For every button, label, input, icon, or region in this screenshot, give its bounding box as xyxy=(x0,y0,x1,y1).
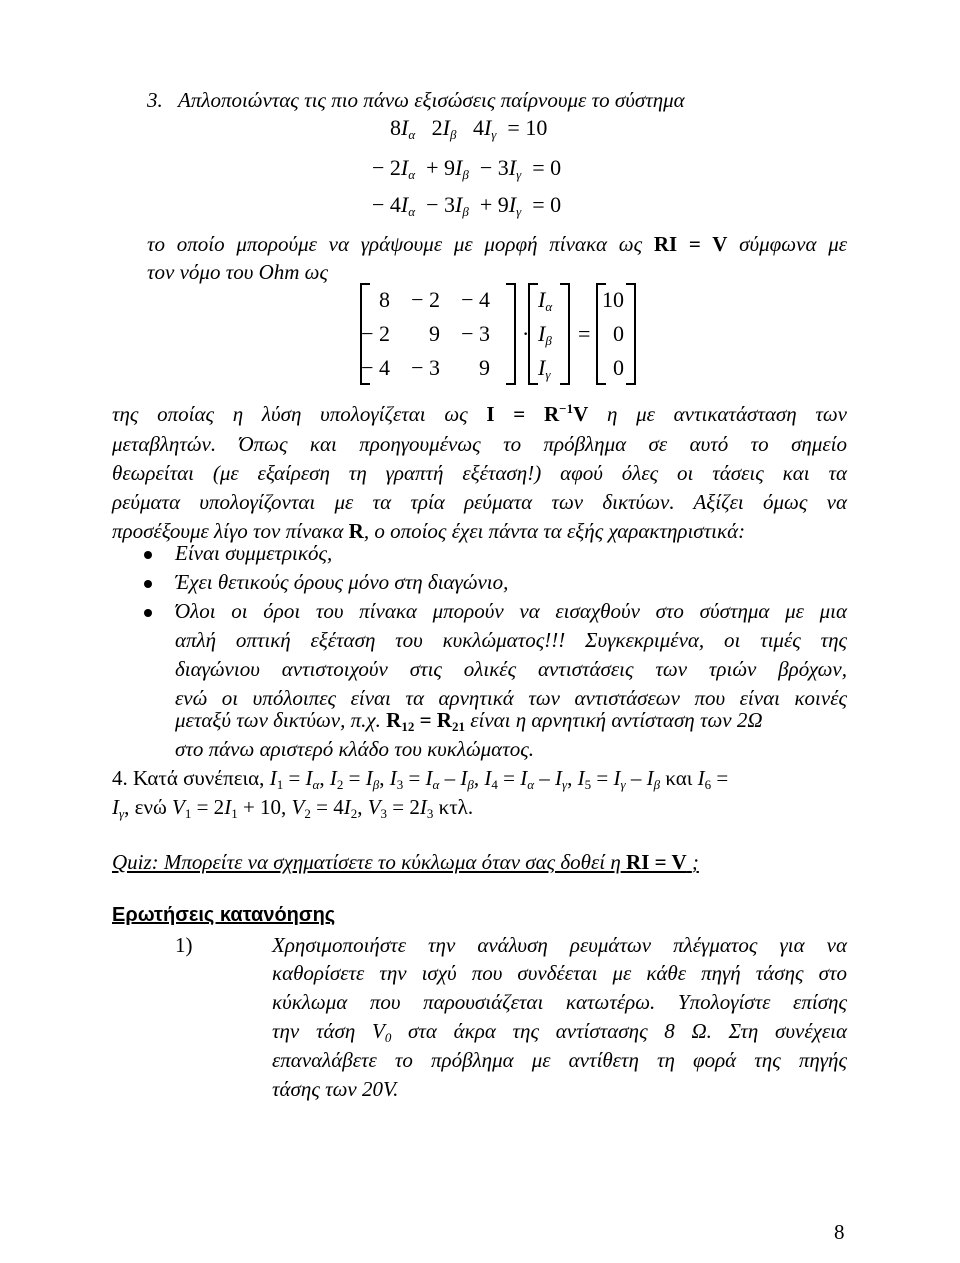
solution-line-5: προσέξουμε λίγο τον πίνακα R, ο οποίος έχει πάντα τα εξής χαρακτηριστικά: xyxy=(112,519,746,543)
bullet-1: Είναι συμμετρικός, xyxy=(175,541,333,565)
bullet-3-line-3: διαγώνιου αντιστοιχούν στις ολικές αντιστάσεις των τριών βρόχων, xyxy=(175,657,847,681)
bullet-2: Έχει θετικούς όρους μόνο στη διαγώνιο, xyxy=(175,570,509,594)
item-number: 3. xyxy=(147,88,163,112)
rhs-right-bracket xyxy=(626,283,636,385)
equation-3: − $4I_\alpha - 3I_\beta + 9I_\gamma = 0$ xyxy=(372,192,562,219)
question-line-6: τάσης των 20V. xyxy=(272,1077,399,1101)
bullet-3: Όλοι οι όροι του πίνακα μπορούν να εισαχθούν στο σύστημα με μια xyxy=(175,599,847,623)
question-line-2: καθορίσετε την ισχύ που συνδέεται με κάθε πηγή τάσης στο xyxy=(272,961,847,985)
solution-line-4: ρεύματα υπολογίζονται με τα τρία ρεύματα των δικτύων. Αξίζει όμως να xyxy=(112,490,847,514)
intro-text: Απλοποιώντας τις πιο πάνω εξισώσεις παίρνουμε το σύστημα xyxy=(178,88,685,112)
bullet-dot xyxy=(144,580,152,588)
point-4-line-1: 4. Κατά συνέπεια, $I_1 = I_\alpha$, $I_2 = I_\beta$, $I_3 = I_\alpha - I_\beta$, $I_4 = I_\alpha - I_\gamma$, $I_5 = I_\gamma - I_\beta$ και $I_6$ = xyxy=(112,766,729,792)
quiz-line: Quiz: Μπορείτε να σχηματίσετε το κύκλωμα όταν σας δοθεί η RI = V ; xyxy=(112,850,699,874)
matrix-form-line: το οποίο μπορούμε να γράψουμε με μορφή πίνακα ως RI = V σύμφωνα με xyxy=(147,232,848,256)
solution-line-3: θεωρείται (με εξαίρεση τη γραπτή εξέταση!) αφού όλες οι τάσεις και τα xyxy=(112,461,847,485)
bullet-dot xyxy=(144,609,152,617)
matrix-right-bracket xyxy=(506,283,516,385)
equation-2: − $2I_\alpha + 9I_\beta - 3I_\gamma = 0$ xyxy=(372,155,562,182)
equation-1: $8I_\alpha$ $2I_\beta$ $4I_\gamma = 10$ xyxy=(390,115,548,142)
bullet-dot xyxy=(144,551,152,559)
matrix-equation: 8 − 2 − 4 − 2 9 − 3 − 4 − 3 9 · $I_\alpha$ $I_\beta$ $I_\gamma$ = 10 0 0 xyxy=(360,283,660,388)
ri-v-equation: RI = V xyxy=(653,232,728,256)
item-3-intro xyxy=(147,88,685,113)
solution-line-2: μεταβλητών. Όπως και προηγουμένως το πρόβλημα σε αυτό το σημείο xyxy=(112,432,847,456)
questions-heading: Ερωτήσεις κατανόησης xyxy=(112,904,336,926)
question-line-5: επαναλάβετε το πρόβλημα με αντίθετη τη φορά της πηγής xyxy=(272,1048,847,1072)
bullet-3-line-6: στο πάνω αριστερό κλάδο του κυκλώματος. xyxy=(175,737,534,761)
question-line-1: Χρησιμοποιήστε την ανάλυση ρευμάτων πλέγματος για να xyxy=(272,933,847,957)
vector-right-bracket xyxy=(560,283,570,385)
ohm-law-line: τον νόμο του Ohm ως xyxy=(147,260,329,284)
bullet-3-line-4: ενώ οι υπόλοιπες είναι τα αρνητικά των αντιστάσεων που είναι κοινές xyxy=(175,686,847,710)
question-line-3: κύκλωμα που παρουσιάζεται κατωτέρω. Υπολογίστε επίσης xyxy=(272,990,847,1014)
bullet-3-line-5: μεταξύ των δικτύων, π.χ. $R_{12} = R_{21}$ είναι η αρνητική αντίσταση των 2Ω xyxy=(175,708,763,734)
question-number: 1) xyxy=(175,933,193,957)
bullet-3-line-2: απλή οπτική εξέταση του κυκλώματος!!! Συγκεκριμένα, οι τιμές της xyxy=(175,628,848,652)
question-line-4: την τάση $V_0$ στα άκρα της αντίστασης 8 Ω. Στη συνέχεια xyxy=(272,1019,847,1045)
solution-line-1: της οποίας η λύση υπολογίζεται ως $I = R^{-1}V$ η με αντικατάσταση των xyxy=(112,401,848,426)
point-4-line-2: $I_\gamma$, ενώ $V_1 = 2I_1 + 10$, $V_2 = 4I_2$, $V_3 = 2I_3$ κτλ. xyxy=(112,795,474,821)
page-number: 8 xyxy=(834,1220,845,1244)
vector-left-bracket xyxy=(528,283,538,385)
